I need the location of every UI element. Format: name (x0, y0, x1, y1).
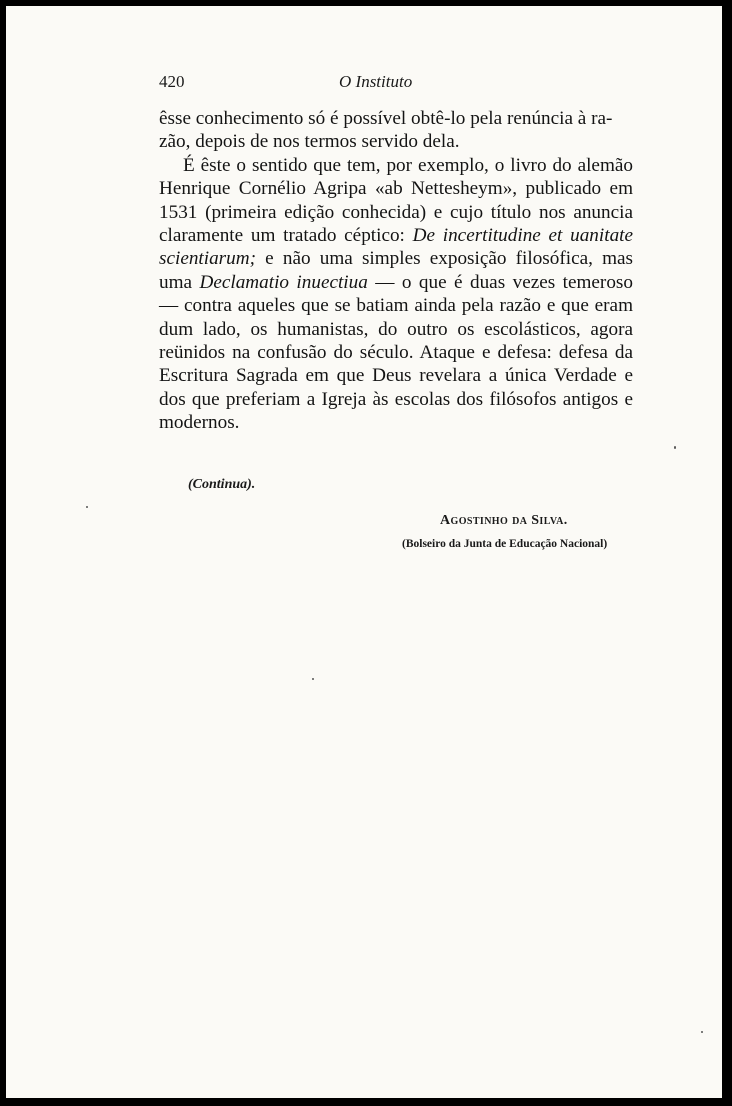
paragraph-2 (159, 154, 633, 435)
article-body (159, 107, 633, 435)
paper-speck (674, 446, 676, 449)
continued-note: (Continua). (188, 477, 256, 492)
paper-speck (86, 506, 88, 508)
declamatio-italic: Declamatio inuectiua (199, 271, 368, 293)
paragraph-2-text-a: É êste o sentido que tem, por exemplo, o livro do alemão Henrique Cornélio Agripa «ab Nettesheym», publicado em 1531 (primeira edição conhecida) e cujo título nos anuncia claramente um tratado céptico: (159, 154, 633, 247)
paragraph-1-line-2: zão, depois de nos termos servido dela. (159, 131, 460, 153)
page-sheet (6, 6, 722, 1098)
paper-speck (701, 1031, 703, 1033)
page-number: 420 (159, 72, 185, 91)
paragraph-2-text-c: e não uma simples exposição filosófica, mas uma (159, 248, 633, 293)
author-signature: Agostinho da Silva. (440, 513, 568, 528)
author-affiliation: (Bolseiro da Junta de Educação Nacional) (402, 538, 608, 550)
book-title-italic: De incertitudine et uanitate scientiarum; (159, 225, 634, 270)
page-header (159, 72, 633, 96)
paragraph-1 (159, 107, 633, 154)
paragraph-1-line-1: êsse conhecimento só é possível obtê-lo pela renúncia à ra- (159, 108, 613, 129)
running-head: O Instituto (339, 72, 413, 91)
paper-speck (312, 678, 314, 680)
paragraph-2-text-e: — o que é duas vezes temeroso — contra aqueles que se batiam ainda pela razão e que eram dum lado, os humanistas, do outro os escolásticos, agora reünidos na confusão do século. Ataque e defesa: defesa da Escritura Sagrada em que Deus revelara a única Verdade e dos que preferiam a Igreja às escolas dos filósofos antigos e modernos. (159, 271, 633, 434)
